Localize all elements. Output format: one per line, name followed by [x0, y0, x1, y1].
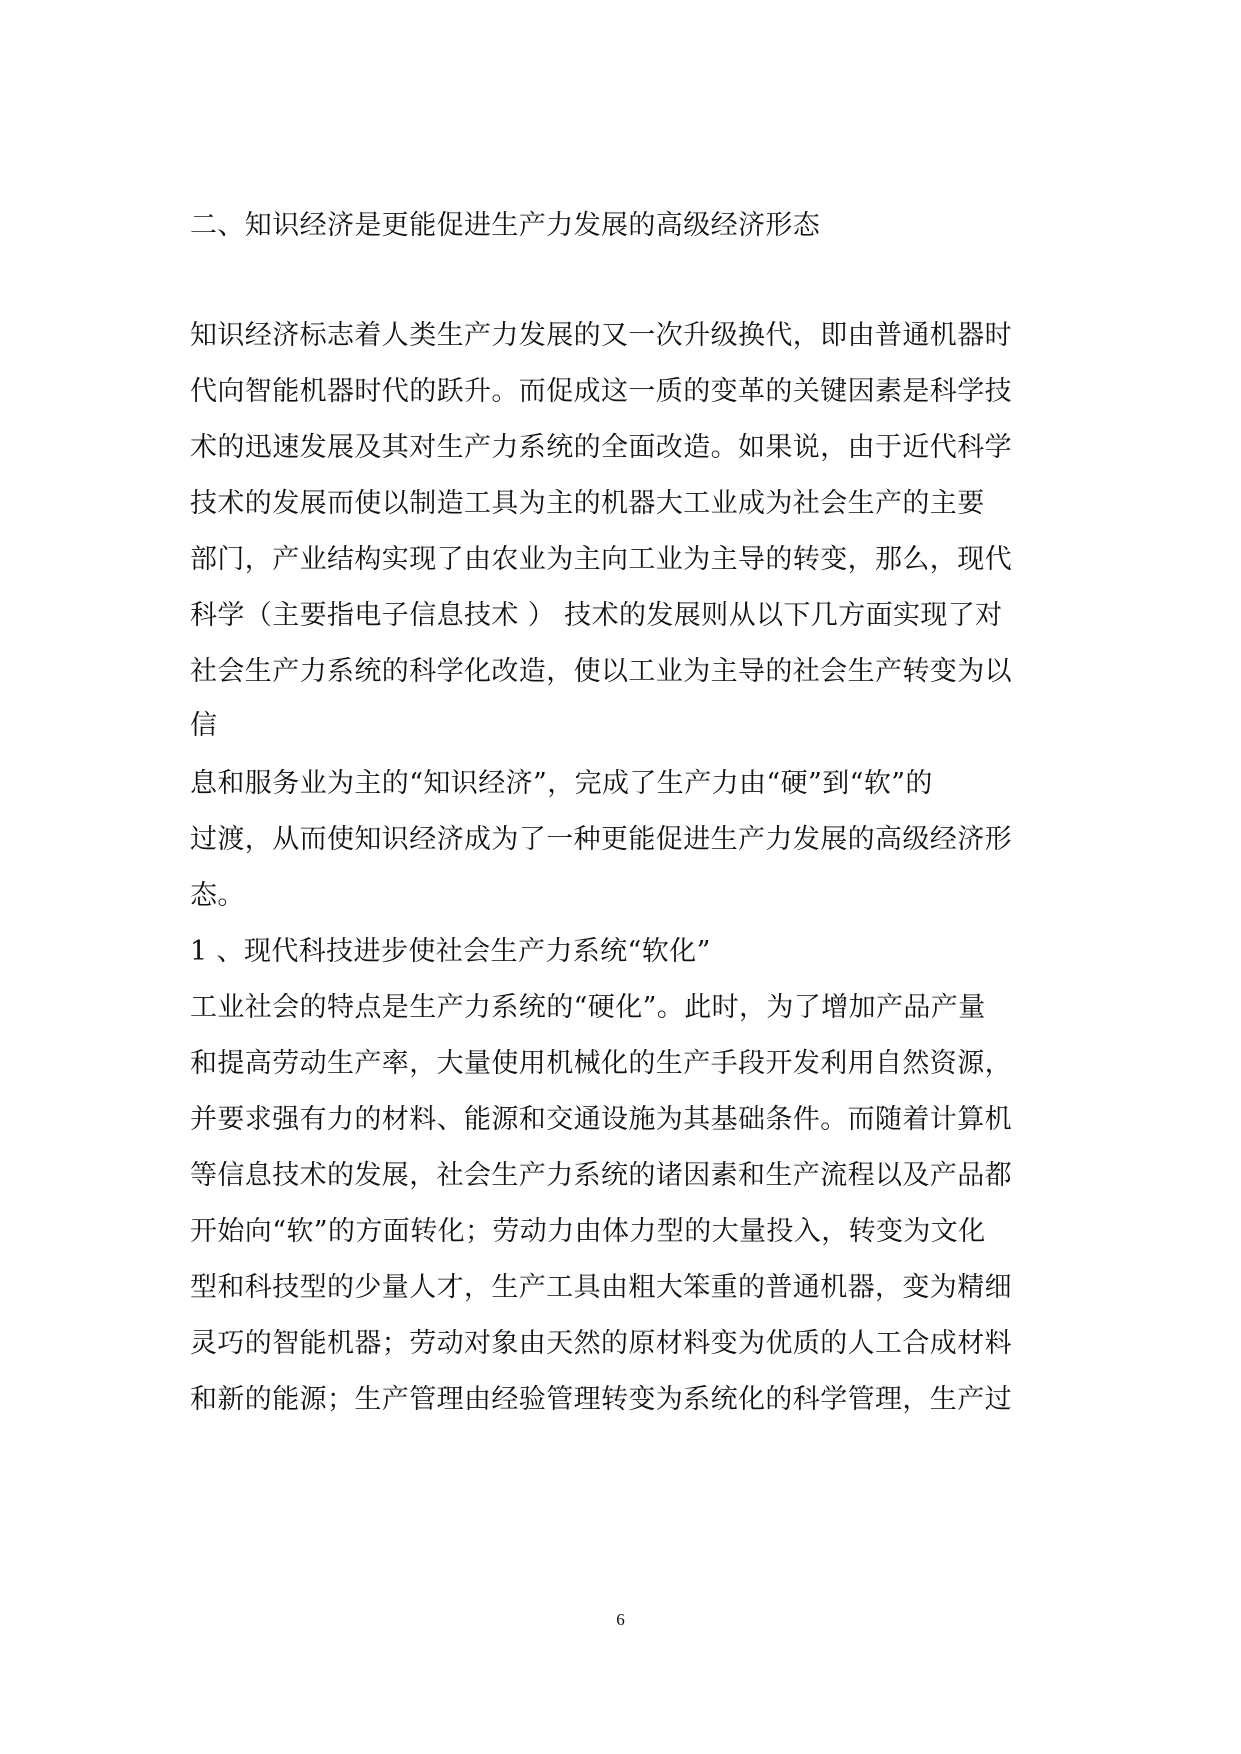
paragraph-1-line-6: 科学（主要指电子信息技术 ） 技术的发展则从以下几方面实现了对	[190, 600, 1003, 631]
paragraph-2-line-3: 态。	[190, 880, 245, 911]
paragraph-1-line-7: 社会生产力系统的科学化改造，使以工业为主导的社会生产转变为以	[190, 656, 1012, 687]
paragraph-3-line-2: 和提高劳动生产率，大量使用机械化的生产手段开发利用自然资源，	[190, 1048, 1012, 1079]
paragraph-3-line-8: 和新的能源；生产管理由经验管理转变为系统化的科学管理，生产过	[190, 1384, 1012, 1415]
paragraph-1-line-8: 信	[190, 710, 218, 741]
page-number: 6	[616, 1610, 625, 1629]
paragraph-2-line-2: 过渡，从而使知识经济成为了一种更能促进生产力发展的高级经济形	[190, 824, 1012, 855]
paragraph-3-line-6: 型和科技型的少量人才，生产工具由粗大笨重的普通机器，变为精细	[190, 1272, 1012, 1303]
paragraph-3-line-1: 工业社会的特点是生产力系统的“硬化”。此时，为了增加产品产量	[190, 992, 986, 1023]
paragraph-1-line-2: 代向智能机器时代的跃升。而促成这一质的变革的关键因素是科学技	[190, 376, 1012, 407]
paragraph-1-line-1: 知识经济标志着人类生产力发展的又一次升级换代，即由普通机器时	[190, 320, 1012, 351]
paragraph-3-line-4: 等信息技术的发展，社会生产力系统的诸因素和生产流程以及产品都	[190, 1160, 1012, 1191]
paragraph-3-line-5: 开始向“软”的方面转化；劳动力由体力型的大量投入，转变为文化	[190, 1216, 986, 1247]
paragraph-1-line-4: 技术的发展而使以制造工具为主的机器大工业成为社会生产的主要	[190, 488, 985, 519]
paragraph-1-line-5: 部门，产业结构实现了由农业为主向工业为主导的转变，那么，现代	[190, 544, 1012, 575]
paragraph-2-line-1: 息和服务业为主的“知识经济”，完成了生产力由“硬”到“软”的	[190, 768, 933, 799]
section-heading: 二、知识经济是更能促进生产力发展的高级经济形态	[190, 210, 821, 241]
paragraph-3-line-7: 灵巧的智能机器；劳动对象由天然的原材料变为优质的人工合成材料	[190, 1328, 1012, 1359]
paragraph-1-line-3: 术的迅速发展及其对生产力系统的全面改造。如果说，由于近代科学	[190, 432, 1012, 463]
subsection-heading: 1 、现代科技进步使社会生产力系统“软化”	[190, 936, 711, 967]
paragraph-3-line-3: 并要求强有力的材料、能源和交通设施为其基础条件。而随着计算机	[190, 1104, 1012, 1135]
